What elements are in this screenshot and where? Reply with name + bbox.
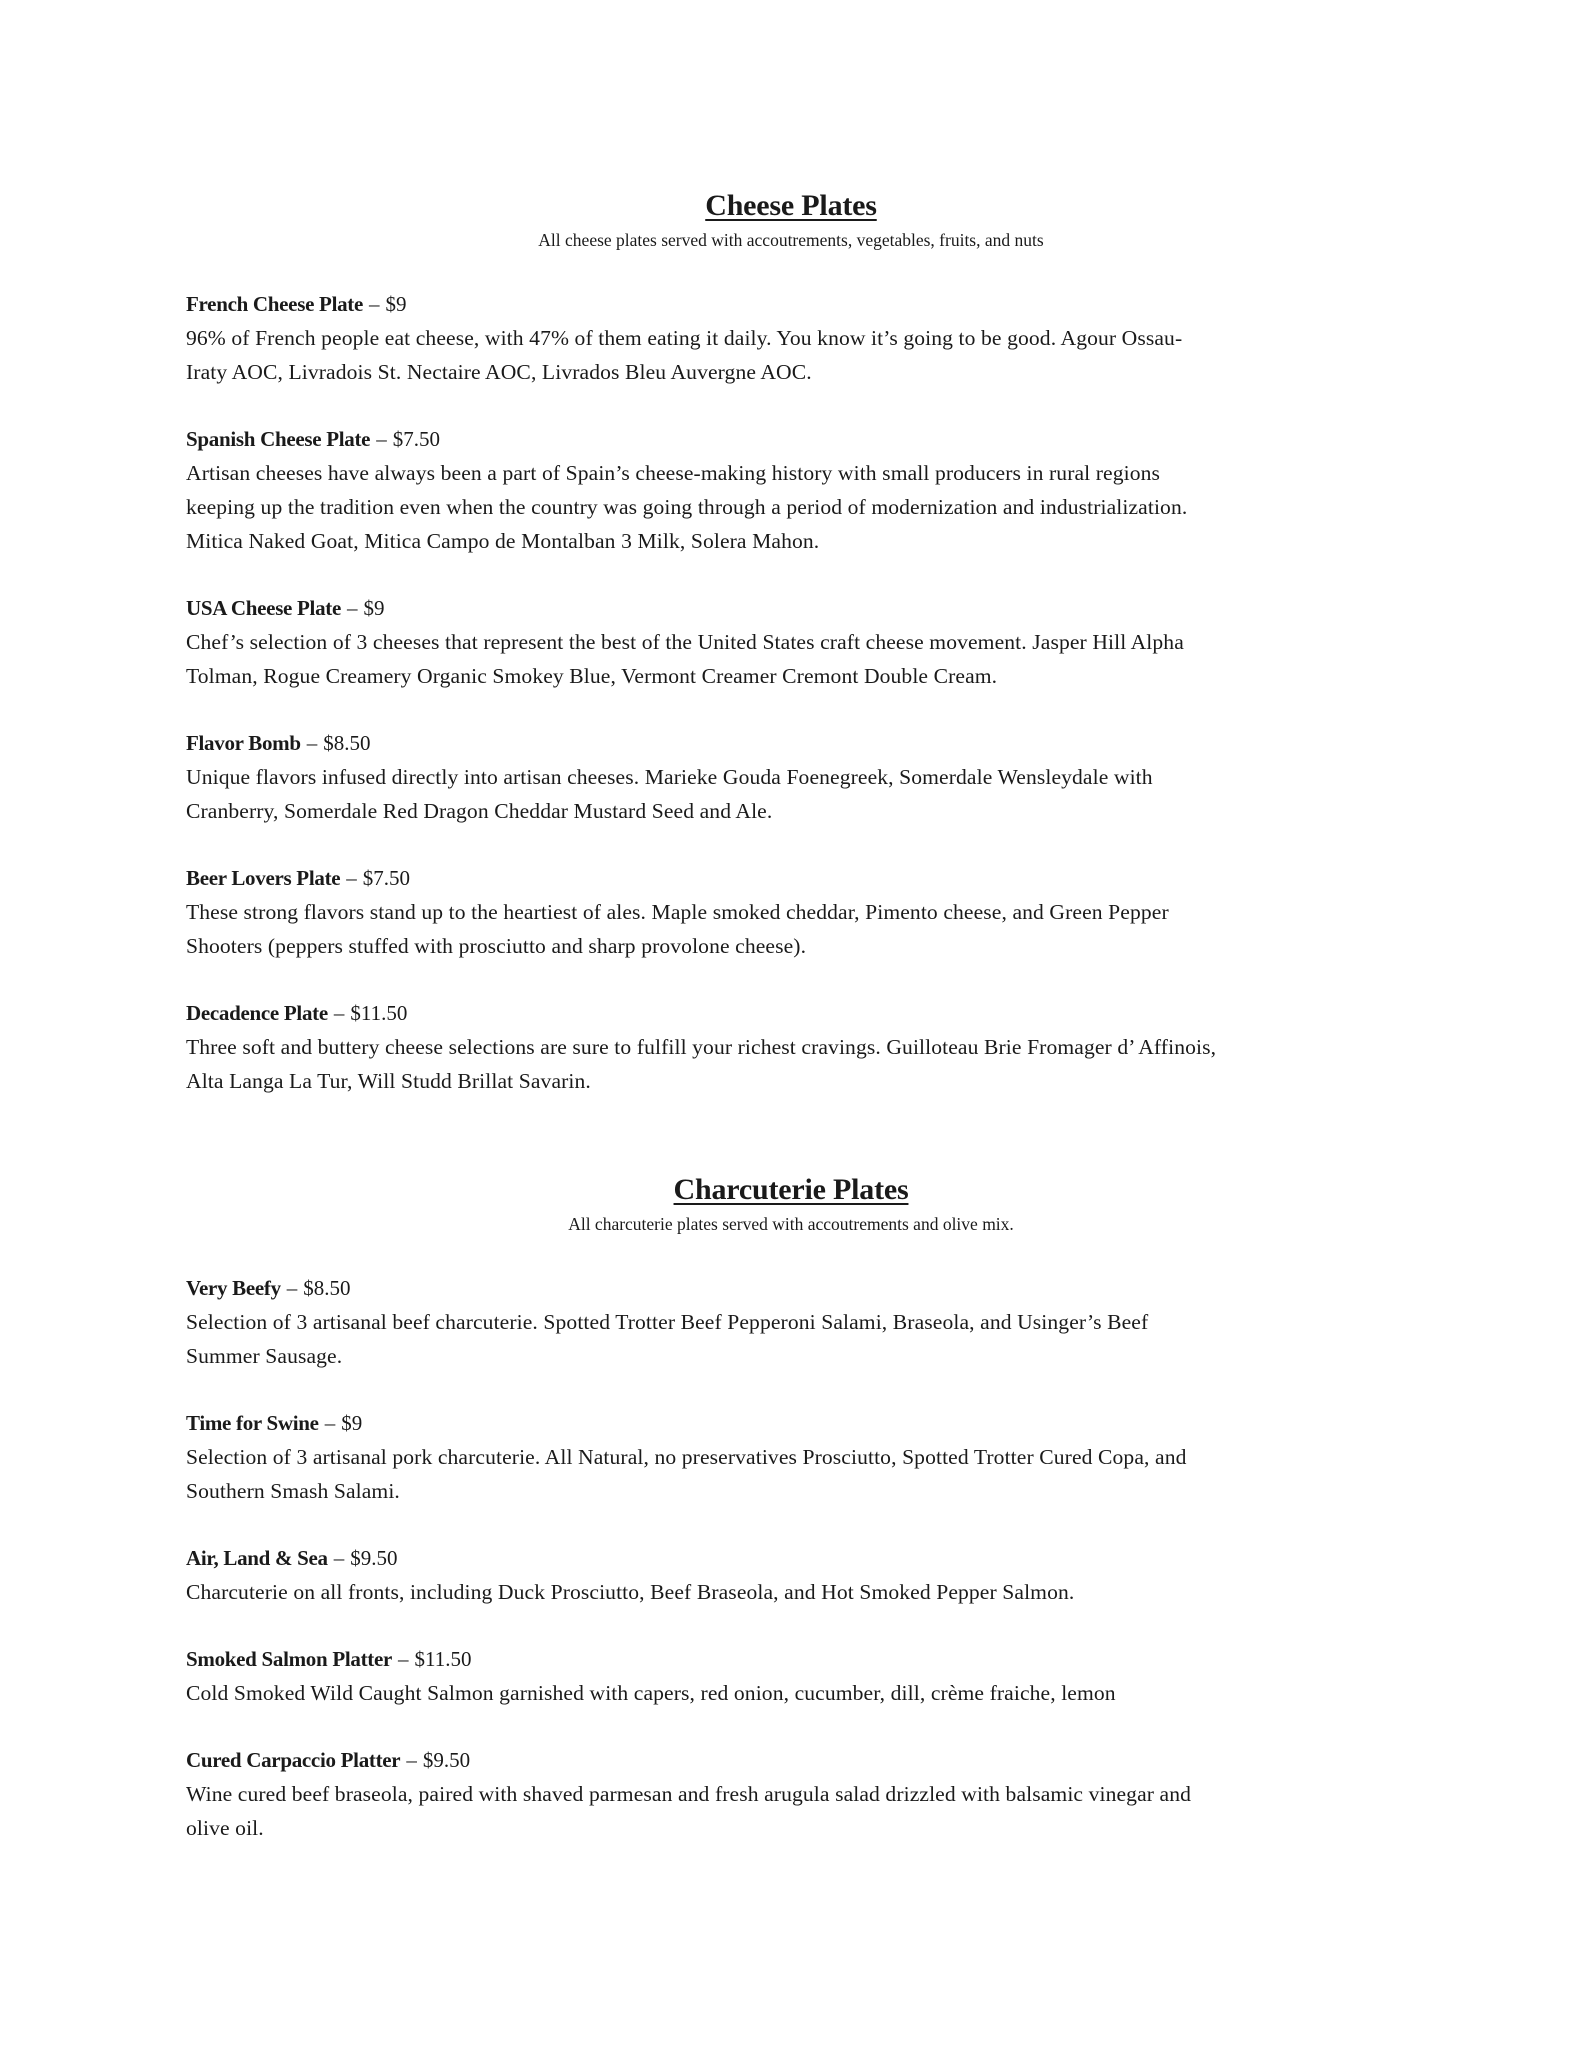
menu-item-price: $9 [385,292,407,316]
price-separator: – [333,1001,345,1025]
menu-item-description: Unique flavors infused directly into artisan cheeses. Marieke Gouda Foenegreek, Somerdale Wensleydale with Cranberry, Somerdale Red Dragon Cheddar Mustard Seed and Ale. [186,765,1153,823]
menu-item-name: Cured Carpaccio Platter [186,1748,401,1772]
menu-item [186,996,1396,1098]
menu-item-price: $11.50 [350,1001,408,1025]
price-separator: – [369,292,380,316]
menu-item-header [186,996,1396,1030]
menu-item-description: Three soft and buttery cheese selections are sure to fulfill your richest cravings. Guilloteau Brie Fromager d’ Affinois, Alta Langa La Tur, Will Studd Brillat Savarin. [186,1035,1217,1093]
menu-item-price: $9 [363,596,385,620]
menu-item-header [186,422,1396,456]
menu-item [186,422,1396,558]
menu-item [186,726,1396,828]
cheese-plates-subtitle: All cheese plates served with accoutrements, vegetables, fruits, and nuts [538,230,1044,250]
price-separator: – [347,596,358,620]
menu-item-description: Wine cured beef braseola, paired with shaved parmesan and fresh arugula salad drizzled with balsamic vinegar and olive oil. [186,1782,1192,1840]
cheese-plates-section [186,188,1396,1131]
menu-item [186,1541,1396,1609]
cheese-plates-list [186,287,1396,1098]
menu-item-header [186,1642,1396,1676]
menu-item [186,1642,1396,1710]
menu-item-name: Flavor Bomb [186,731,301,755]
menu-item-description: 96% of French people eat cheese, with 47% of them eating it daily. You know it’s going to be good. Agour Ossau- Iraty AOC, Livradois St. Nectaire AOC, Livrados Bleu Auvergne AOC. [186,326,1183,384]
price-separator: – [333,1546,345,1570]
menu-item-price: $9 [341,1411,363,1435]
menu-item-name: Beer Lovers Plate [186,866,341,890]
menu-item-description: Artisan cheeses have always been a part of Spain’s cheese-making history with small producers in rural regions keeping up the tradition even when the country was going through a period of modernization and industrialization. Mitica Naked Goat, Mitica Campo de Montalban 3 Milk, Solera Mahon. [186,461,1188,553]
menu-item-name: Decadence Plate [186,1001,328,1025]
menu-item-price: $8.50 [303,1276,351,1300]
menu-item-description: These strong flavors stand up to the heartiest of ales. Maple smoked cheddar, Pimento cheese, and Green Pepper Shooters (peppers stuffed with prosciutto and sharp provolone cheese). [186,900,1169,958]
menu-item-description: Charcuterie on all fronts, including Duck Prosciutto, Beef Braseola, and Hot Smoked Pepper Salmon. [186,1580,1075,1604]
charcuterie-plates-section [186,1172,1396,1878]
menu-item-header [186,1271,1396,1305]
menu-item-name: Time for Swine [186,1411,319,1435]
menu-item-name: USA Cheese Plate [186,596,342,620]
menu-item-name: Smoked Salmon Platter [186,1647,393,1671]
menu-item-header [186,726,1396,760]
menu-item-description: Selection of 3 artisanal beef charcuterie. Spotted Trotter Beef Pepperoni Salami, Braseola, and Usinger’s Beef Summer Sausage. [186,1310,1149,1368]
price-separator: – [286,1276,298,1300]
menu-item-price: $9.50 [422,1748,471,1772]
menu-item-name: Very Beefy [186,1276,281,1300]
menu-item-description: Chef’s selection of 3 cheeses that represent the best of the United States craft cheese movement. Jasper Hill Alpha Tolman, Rogue Creamery Organic Smokey Blue, Vermont Creamer Cremont Double Cream. [186,630,1184,688]
menu-item [186,1406,1396,1508]
price-separator: – [376,427,387,451]
charcuterie-plates-title: Charcuterie Plates [673,1173,909,1206]
menu-item-description: Selection of 3 artisanal pork charcuterie. All Natural, no preservatives Prosciutto, Spotted Trotter Cured Copa, and Southern Smash Salami. [186,1445,1187,1503]
price-separator: – [324,1411,336,1435]
menu-item [186,591,1396,693]
price-separator: – [346,866,357,890]
menu-item-name: French Cheese Plate [186,292,364,316]
menu-item [186,1743,1396,1845]
menu-item-price: $7.50 [392,427,440,451]
menu-item-header [186,1406,1396,1440]
menu-item-price: $7.50 [362,866,411,890]
menu-item-price: $8.50 [323,731,371,755]
menu-item-header [186,591,1396,625]
menu-item [186,287,1396,389]
menu-item-price: $9.50 [350,1546,398,1570]
menu-item-header [186,287,1396,321]
price-separator: – [398,1647,409,1671]
menu-item [186,1271,1396,1373]
menu-item-name: Air, Land & Sea [186,1546,328,1570]
charcuterie-plates-list [186,1271,1396,1845]
menu-item-header [186,861,1396,895]
menu-item [186,861,1396,963]
price-separator: – [406,1748,417,1772]
menu-item-header [186,1541,1396,1575]
price-separator: – [306,731,318,755]
menu-item-description: Cold Smoked Wild Caught Salmon garnished with capers, red onion, cucumber, dill, crème fraiche, lemon [186,1681,1116,1705]
menu-item-name: Spanish Cheese Plate [186,427,371,451]
menu-item-price: $11.50 [414,1647,472,1671]
menu-item-header [186,1743,1396,1777]
cheese-plates-title: Cheese Plates [705,189,877,222]
charcuterie-plates-subtitle: All charcuterie plates served with accoutrements and olive mix. [568,1214,1014,1234]
